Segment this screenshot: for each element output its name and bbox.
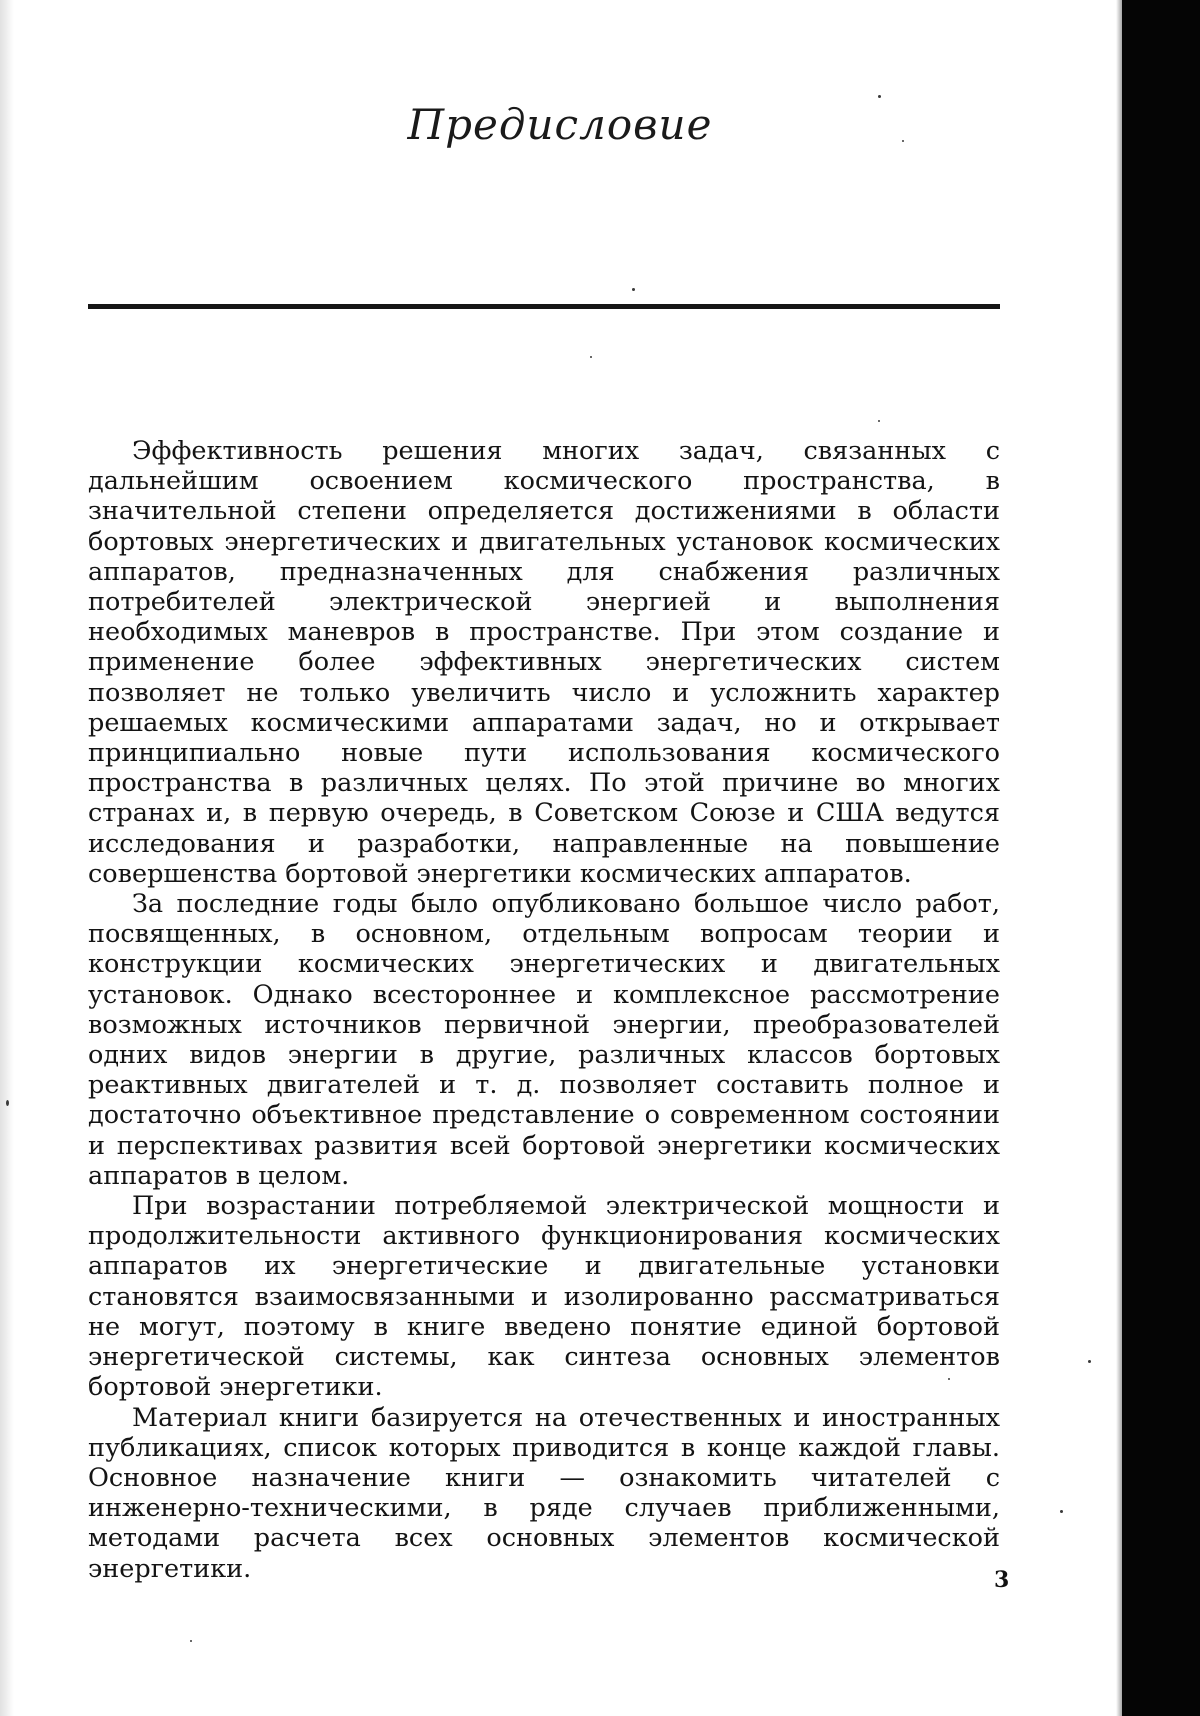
scan-speck xyxy=(6,1100,9,1106)
scan-speck xyxy=(902,140,904,142)
scan-speck xyxy=(1060,1510,1063,1513)
scan-speck xyxy=(1088,1360,1091,1363)
scan-speck xyxy=(878,420,880,422)
scan-speck xyxy=(632,288,635,291)
paragraph-4: Материал книги базируется на отечественных и иностранных публикациях, список которых приводится в конце каждой главы. Основное назначение книги — ознакомить читателей с инженерно-техническими, в ряде случаев приближенными, методами расчета всех основных элементов космической энергетики. xyxy=(88,1402,1000,1584)
scan-speck xyxy=(590,356,592,358)
scan-speck xyxy=(878,95,881,98)
paragraph-2: За последние годы было опубликовано большое число работ, посвященных, в основном, отдельным вопросам теории и конструкции космических энергетических и двигательных установок. Однако всестороннее и комплексное рассмотрение возможных источников первичной энергии, преобразователей одних видов энергии в другие, различных классов бортовых реактивных двигателей и т. д. позволяет составить полное и достаточно объективное представление о современном состоянии и перспективах развития всей бортовой энергетики космических аппаратов в целом. xyxy=(88,889,1000,1191)
page-number: 3 xyxy=(994,1567,1010,1593)
preface-body xyxy=(88,436,1000,1584)
scan-speck xyxy=(190,1640,192,1642)
paragraph-3: При возрастании потребляемой электрической мощности и продолжительности активного функционирования космических аппаратов их энергетические и двигательные установки становятся взаимосвязанными и изолированно рассматриваться не могут, поэтому в книге введено понятие единой бортовой энергетической системы, как синтеза основных элементов бортовой энергетики. xyxy=(88,1191,1000,1403)
page-heading: Предисловие xyxy=(407,100,713,149)
scan-speck xyxy=(948,1378,950,1380)
scan-right-border xyxy=(1122,0,1200,1716)
paragraph-1: Эффективность решения многих задач, связанных с дальнейшим освоением космического пространства, в значительной степени определяется достижениями в области бортовых энергетических и двигательных установок космических аппаратов, предназначенных для снабжения различных потребителей электрической энергией и выполнения необходимых маневров в пространстве. При этом создание и применение более эффективных энергетических систем позволяет не только увеличить число и усложнить характер решаемых космическими аппаратами задач, но и открывает принципиально новые пути использования космического пространства в различных целях. По этой причине во многих странах и, в первую очередь, в Советском Союзе и США ведутся исследования и разработки, направленные на повышение совершенства бортовой энергетики космических аппаратов. xyxy=(88,436,1000,889)
scan-left-shadow xyxy=(0,0,14,1716)
heading-rule xyxy=(88,304,1000,309)
